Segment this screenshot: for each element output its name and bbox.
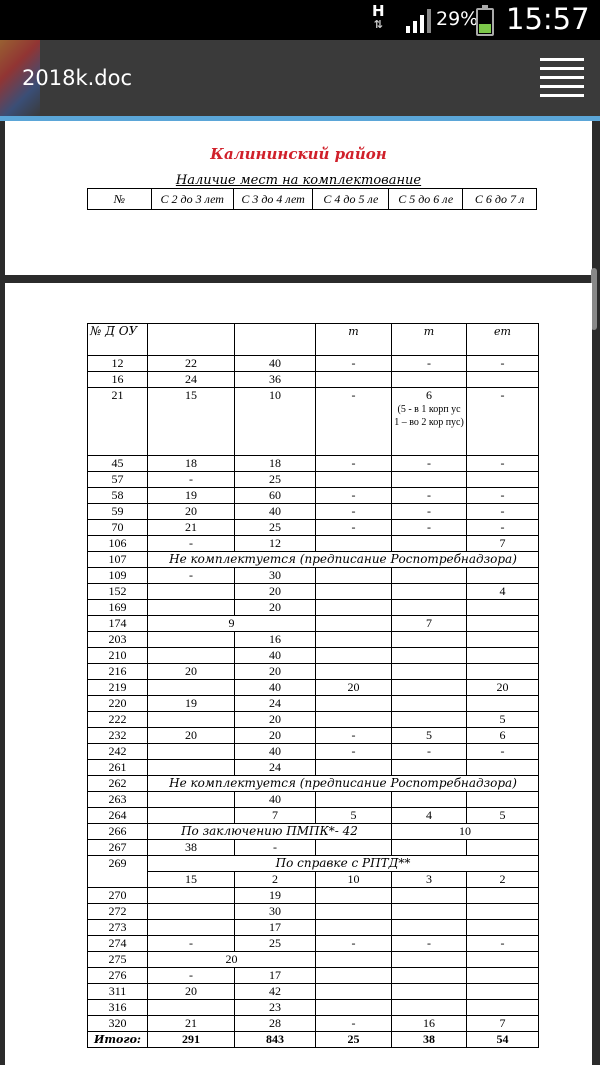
- row-number: 269: [88, 856, 148, 888]
- cell: [316, 632, 392, 648]
- table-row: [88, 356, 539, 372]
- cell: 20: [148, 664, 235, 680]
- cell: [392, 888, 467, 904]
- cell: -: [316, 504, 392, 520]
- cell: 16: [392, 1016, 467, 1032]
- cell: [392, 712, 467, 728]
- cell: [467, 888, 539, 904]
- cell: [467, 632, 539, 648]
- cell: 20: [235, 712, 316, 728]
- cell: -: [148, 536, 235, 552]
- cell: 60: [235, 488, 316, 504]
- cell: [148, 584, 235, 600]
- table-row: [88, 1016, 539, 1032]
- row-number: 59: [88, 504, 148, 520]
- cell: [316, 472, 392, 488]
- cell: [467, 616, 539, 632]
- cell: 17: [235, 920, 316, 936]
- cell: [148, 744, 235, 760]
- cell: 28: [235, 1016, 316, 1032]
- row-number: 21: [88, 388, 148, 456]
- cell: [148, 904, 235, 920]
- table-row: [88, 984, 539, 1000]
- cell: 24: [235, 760, 316, 776]
- cell: [316, 920, 392, 936]
- cell: 20: [235, 600, 316, 616]
- cell: [392, 968, 467, 984]
- cell: 36: [235, 372, 316, 388]
- table-row: [88, 600, 539, 616]
- cell: [392, 664, 467, 680]
- cell: [148, 712, 235, 728]
- row-number: 70: [88, 520, 148, 536]
- cell: 24: [235, 696, 316, 712]
- cell: -: [316, 356, 392, 372]
- cell: 38: [148, 840, 235, 856]
- row-number: 264: [88, 808, 148, 824]
- row-number: 152: [88, 584, 148, 600]
- cell: -: [467, 504, 539, 520]
- cell: [467, 472, 539, 488]
- cell: 7: [392, 616, 467, 632]
- cell: 15: [148, 872, 235, 888]
- row-number: 107: [88, 552, 148, 568]
- cell: 20: [316, 680, 392, 696]
- cell: [148, 680, 235, 696]
- cell: -: [316, 488, 392, 504]
- cell: [467, 664, 539, 680]
- cell: [392, 696, 467, 712]
- document-page-1: [5, 121, 592, 275]
- row-number: 274: [88, 936, 148, 952]
- row-number: 210: [88, 648, 148, 664]
- row-number: 273: [88, 920, 148, 936]
- cell: 7: [235, 808, 316, 824]
- row-number: 45: [88, 456, 148, 472]
- cell: 5: [467, 712, 539, 728]
- cell: 4: [392, 808, 467, 824]
- cell: -: [392, 520, 467, 536]
- cell: 5: [467, 808, 539, 824]
- cell: -: [316, 388, 392, 456]
- cell: [316, 760, 392, 776]
- cell: [316, 616, 392, 632]
- row-number: 109: [88, 568, 148, 584]
- row-number: 270: [88, 888, 148, 904]
- row-number: 16: [88, 372, 148, 388]
- row-number: 216: [88, 664, 148, 680]
- cell: [392, 1000, 467, 1016]
- row-number: 276: [88, 968, 148, 984]
- cell: [392, 760, 467, 776]
- cell: -: [467, 356, 539, 372]
- row-number: 169: [88, 600, 148, 616]
- cell: [392, 632, 467, 648]
- cell: 7: [467, 536, 539, 552]
- status-bar: [0, 0, 600, 40]
- cell: [467, 920, 539, 936]
- cell: 25: [235, 936, 316, 952]
- cell: -: [392, 488, 467, 504]
- region-heading: Калининский район: [210, 145, 387, 163]
- table-row: [88, 568, 539, 584]
- cell: 4: [467, 584, 539, 600]
- row-number: 106: [88, 536, 148, 552]
- cell: 40: [235, 504, 316, 520]
- row-number: 311: [88, 984, 148, 1000]
- cell: 40: [235, 744, 316, 760]
- cell: [316, 888, 392, 904]
- cell: 23: [235, 1000, 316, 1016]
- cell: -: [392, 504, 467, 520]
- row-number: 263: [88, 792, 148, 808]
- cell: [392, 568, 467, 584]
- table-row: [88, 616, 539, 632]
- table-row: [88, 760, 539, 776]
- cell: -: [148, 568, 235, 584]
- table-row: [88, 488, 539, 504]
- cell: 2: [235, 872, 316, 888]
- places-table: [87, 323, 539, 1048]
- merged-cell: 20: [148, 952, 316, 968]
- cell: [148, 600, 235, 616]
- col-number-header: № Д ОУ: [88, 324, 148, 356]
- table-row: [88, 632, 539, 648]
- table-row: [88, 472, 539, 488]
- cell: -: [392, 744, 467, 760]
- merged-cell: Не комплектуется (предписание Роспотребнадзора): [148, 552, 539, 568]
- cell: 40: [235, 680, 316, 696]
- cell: [467, 792, 539, 808]
- cell: [148, 1000, 235, 1016]
- cell: [148, 888, 235, 904]
- table-row: [88, 776, 539, 792]
- row-number: 232: [88, 728, 148, 744]
- cell: 21: [148, 1016, 235, 1032]
- cell: -: [148, 936, 235, 952]
- cell: [148, 808, 235, 824]
- table-row: [88, 456, 539, 472]
- cell: 5: [392, 728, 467, 744]
- header-cell: С 5 до 6 ле: [389, 189, 463, 210]
- cell: [467, 1000, 539, 1016]
- table-row: [88, 1000, 539, 1016]
- cell: [316, 1000, 392, 1016]
- table-subtitle: Наличие мест на комплектование: [175, 173, 422, 188]
- cell: [392, 792, 467, 808]
- merged-cell: 9: [148, 616, 316, 632]
- cell: -: [316, 744, 392, 760]
- cell: 25: [235, 472, 316, 488]
- table-row: [88, 388, 539, 456]
- merged-cell: По заключению ПМПК*- 42: [148, 824, 392, 840]
- cell: -: [467, 744, 539, 760]
- cell: -: [392, 456, 467, 472]
- cell: 20: [148, 984, 235, 1000]
- cell: 42: [235, 984, 316, 1000]
- merged-cell: 10: [392, 824, 539, 840]
- col-header: [235, 324, 316, 356]
- cell: -: [467, 936, 539, 952]
- cell: [148, 792, 235, 808]
- cell: [392, 584, 467, 600]
- cell: 18: [148, 456, 235, 472]
- cell: 16: [235, 632, 316, 648]
- cell: 20: [235, 584, 316, 600]
- header-cell: С 3 до 4 лет: [233, 189, 313, 210]
- col-header: т: [392, 324, 467, 356]
- header-cell: С 6 до 7 л: [463, 189, 537, 210]
- cell: -: [467, 488, 539, 504]
- cell: [467, 648, 539, 664]
- merged-cell: По справке с РПТД**: [148, 856, 539, 872]
- row-number: 203: [88, 632, 148, 648]
- cell: [316, 568, 392, 584]
- cell: [316, 584, 392, 600]
- cell: -: [392, 356, 467, 372]
- table-row: [88, 808, 539, 824]
- cell: [467, 696, 539, 712]
- table-row: [88, 504, 539, 520]
- merged-cell: Не комплектуется (предписание Роспотребнадзора): [148, 776, 539, 792]
- document-page-2: [5, 283, 592, 1065]
- cell: -: [316, 936, 392, 952]
- row-number: 262: [88, 776, 148, 792]
- table-row: [88, 744, 539, 760]
- cell: 40: [235, 648, 316, 664]
- cell: [392, 536, 467, 552]
- cell: [316, 372, 392, 388]
- document-title: 2018k.doc: [22, 66, 133, 90]
- cell-note: (5 - в 1 корп ус: [397, 404, 461, 415]
- table-row: [88, 904, 539, 920]
- cell: [467, 904, 539, 920]
- cell: [316, 648, 392, 664]
- row-number: 220: [88, 696, 148, 712]
- col-header: ет: [467, 324, 539, 356]
- row-number: 222: [88, 712, 148, 728]
- cell: [467, 600, 539, 616]
- cell: 19: [235, 888, 316, 904]
- cell: [316, 536, 392, 552]
- total-row: [88, 1032, 539, 1048]
- table-row: [88, 968, 539, 984]
- cell: 17: [235, 968, 316, 984]
- cell: 3: [392, 872, 467, 888]
- cell: [467, 372, 539, 388]
- table-row: [88, 584, 539, 600]
- app-bar: [0, 40, 600, 116]
- row-number: 261: [88, 760, 148, 776]
- total-cell: 38: [392, 1032, 467, 1048]
- table-row: [88, 372, 539, 388]
- cell: 2: [467, 872, 539, 888]
- cell: [392, 984, 467, 1000]
- col-header: т: [316, 324, 392, 356]
- cell: -: [392, 936, 467, 952]
- cell: 19: [148, 488, 235, 504]
- cell: [392, 648, 467, 664]
- cell: [392, 680, 467, 696]
- total-cell: 843: [235, 1032, 316, 1048]
- table-row: [88, 520, 539, 536]
- row-number: 174: [88, 616, 148, 632]
- cell: [392, 388, 467, 456]
- cell: [148, 632, 235, 648]
- cell: [467, 984, 539, 1000]
- cell: [392, 472, 467, 488]
- cell: [467, 760, 539, 776]
- row-number: 57: [88, 472, 148, 488]
- cell: 20: [467, 680, 539, 696]
- clock: 15:57: [506, 2, 590, 36]
- cell: 10: [316, 872, 392, 888]
- row-number: 267: [88, 840, 148, 856]
- network-type-indicator: H ⇅: [372, 2, 385, 31]
- table-row: [88, 536, 539, 552]
- cell: 15: [148, 388, 235, 456]
- table-row: [88, 664, 539, 680]
- cell: [467, 568, 539, 584]
- cell: [392, 372, 467, 388]
- overflow-menu-icon[interactable]: [540, 58, 584, 100]
- cell: -: [467, 520, 539, 536]
- cell: 20: [148, 728, 235, 744]
- cell: [316, 712, 392, 728]
- cell: -: [467, 388, 539, 456]
- cell: 24: [148, 372, 235, 388]
- table-row: [88, 936, 539, 952]
- table-row: [88, 792, 539, 808]
- table-row: [88, 680, 539, 696]
- total-cell: 25: [316, 1032, 392, 1048]
- total-label: Итого:: [88, 1032, 148, 1048]
- table-row: [88, 696, 539, 712]
- cell: [148, 920, 235, 936]
- cell: -: [316, 456, 392, 472]
- battery-icon: [476, 8, 494, 36]
- battery-percent: 29%: [436, 8, 479, 30]
- cell: -: [235, 840, 316, 856]
- cell: [392, 904, 467, 920]
- cell: 22: [148, 356, 235, 372]
- row-number: 12: [88, 356, 148, 372]
- table-row: [88, 920, 539, 936]
- cell: 20: [235, 664, 316, 680]
- cell-note: 1 – во 2 кор пус): [394, 417, 464, 428]
- row-number: 219: [88, 680, 148, 696]
- cell: 20: [235, 728, 316, 744]
- row-number: 275: [88, 952, 148, 968]
- cell: [392, 600, 467, 616]
- row-number: 316: [88, 1000, 148, 1016]
- cell: [316, 664, 392, 680]
- cell: [148, 648, 235, 664]
- header-table: [87, 188, 537, 210]
- cell: [392, 920, 467, 936]
- cell: [316, 792, 392, 808]
- cell: 12: [235, 536, 316, 552]
- cell: -: [467, 456, 539, 472]
- row-number: 242: [88, 744, 148, 760]
- header-cell: №: [88, 189, 152, 210]
- table-row: [88, 888, 539, 904]
- header-cell: С 2 до 3 лет: [151, 189, 233, 210]
- cell: [316, 968, 392, 984]
- cell: 30: [235, 568, 316, 584]
- cell: 5: [316, 808, 392, 824]
- cell: [148, 760, 235, 776]
- cell: [316, 696, 392, 712]
- col-header: [148, 324, 235, 356]
- cell: -: [148, 968, 235, 984]
- table-row: [88, 552, 539, 568]
- cell: [316, 600, 392, 616]
- cell: -: [316, 520, 392, 536]
- cell: [316, 904, 392, 920]
- table-row: [88, 728, 539, 744]
- row-number: 320: [88, 1016, 148, 1032]
- table-row: [88, 712, 539, 728]
- cell: 20: [148, 504, 235, 520]
- row-number: 272: [88, 904, 148, 920]
- total-cell: 291: [148, 1032, 235, 1048]
- signal-icon: [404, 9, 434, 33]
- cell: 6: [467, 728, 539, 744]
- cell: 40: [235, 792, 316, 808]
- cell: 10: [235, 388, 316, 456]
- cell: [316, 984, 392, 1000]
- row-number: 266: [88, 824, 148, 840]
- total-cell: 54: [467, 1032, 539, 1048]
- cell: 18: [235, 456, 316, 472]
- cell: -: [316, 728, 392, 744]
- header-cell: С 4 до 5 ле: [313, 189, 389, 210]
- cell: 30: [235, 904, 316, 920]
- cell: 21: [148, 520, 235, 536]
- cell: 25: [235, 520, 316, 536]
- cell: 19: [148, 696, 235, 712]
- cell: [467, 968, 539, 984]
- cell: 7: [467, 1016, 539, 1032]
- table-row: [88, 648, 539, 664]
- cell: -: [316, 1016, 392, 1032]
- row-number: 58: [88, 488, 148, 504]
- cell-value: 6: [426, 388, 432, 402]
- cell: 40: [235, 356, 316, 372]
- cell: -: [148, 472, 235, 488]
